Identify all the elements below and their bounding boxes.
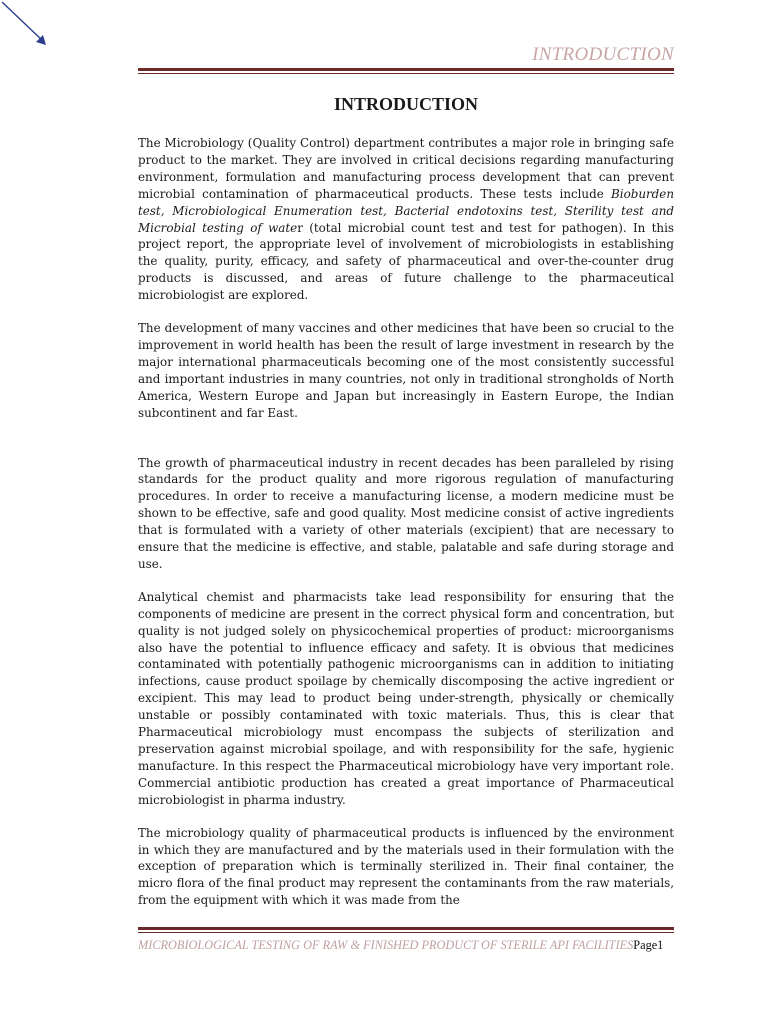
- paragraph-2: The development of many vaccines and other medicines that have been so crucial to the improvement in world health has been the result of large investment in research by the major international pharmaceuticals becoming one of the most consistently successful and important industries in many countries, not only in traditional strongholds of North America, Western Europe and Japan but increasingly in Eastern Europe, the Indian subcontinent and far East.: [138, 321, 674, 420]
- body-text: [138, 135, 674, 925]
- running-header: INTRODUCTION: [532, 44, 674, 65]
- header-rule-thin: [138, 73, 674, 74]
- header-rule: [138, 68, 674, 71]
- footer-rule-thin: [138, 932, 674, 933]
- paragraph-4: Analytical chemist and pharmacists take lead responsibility for ensuring that the components of medicine are present in the correct physical form and concentration, but quality is not judged solely on physicochemical properties of product: microorganisms also have the potential to influence efficacy and safety. It is obvious that medicines contaminated with potentially pathogenic microorganisms can in addition to initiating infections, cause product spoilage by chemically discomposing the active ingredient or excipient. This may lead to product being under-strength, physically or chemically unstable or possibly contaminated with toxic materials. Thus, this is clear that Pharmaceutical microbiology must encompass the subjects of sterilization and preservation against microbial spoilage, and with responsibility for the safe, hygienic manufacture. In this respect the Pharmaceutical microbiology have very important role. Commercial antibiotic production has created a great importance of Pharmaceutical microbiologist in pharma industry.: [138, 589, 674, 807]
- page-footer: [138, 937, 678, 953]
- footer-rule: [138, 927, 674, 930]
- paragraph-1: The Microbiology (Quality Control) department contributes a major role in bringing safe product to the market. They are involved in critical decisions regarding manufacturing environment, formulation and manufacturing process development that can prevent microbial contamination of pharmaceutical products. These tests include Bioburden test, Microbiological Enumeration test, Bacterial endotoxins test, Sterility test and Microbial testing of water (total microbial count test and test for pathogen). In this project report, the appropriate level of involvement of microbiologists in establishing the quality, purity, efficacy, and safety of pharmaceutical and over-the-counter drug products is discussed, and areas of future challenge to the pharmaceutical microbiologist are explored.: [138, 136, 674, 303]
- corner-arrow-icon: [0, 0, 52, 50]
- paragraph-5: The microbiology quality of pharmaceutical products is influenced by the environment in which they are manufactured and by the materials used in their formulation with the exception of preparation which is terminally sterilized in. Their final container, the micro flora of the final product may represent the contaminants from the raw materials, from the equipment with which it was made from the: [138, 825, 674, 908]
- test-list-italic: Bioburden test, Microbiological Enumeration test, Bacterial endotoxins test, Sterility test and Microbial testing of wate: [138, 186, 674, 235]
- page-title: INTRODUCTION: [333, 94, 479, 114]
- footer-doc-title: MICROBIOLOGICAL TESTING OF RAW & FINISHED PRODUCT OF STERILE API FACILITIES: [138, 938, 634, 952]
- paragraph-3: The growth of pharmaceutical industry in recent decades has been paralleled by rising standards for the product quality and more rigorous regulation of manufacturing procedures. In order to receive a manufacturing license, a modern medicine must be shown to be effective, safe and good quality. Most medicine consist of active ingredients that is formulated with a variety of other materials (excipient) that are necessary to ensure that the medicine is effective, and stable, palatable and safe during storage and use.: [138, 455, 674, 571]
- page-number: Page1: [633, 938, 664, 952]
